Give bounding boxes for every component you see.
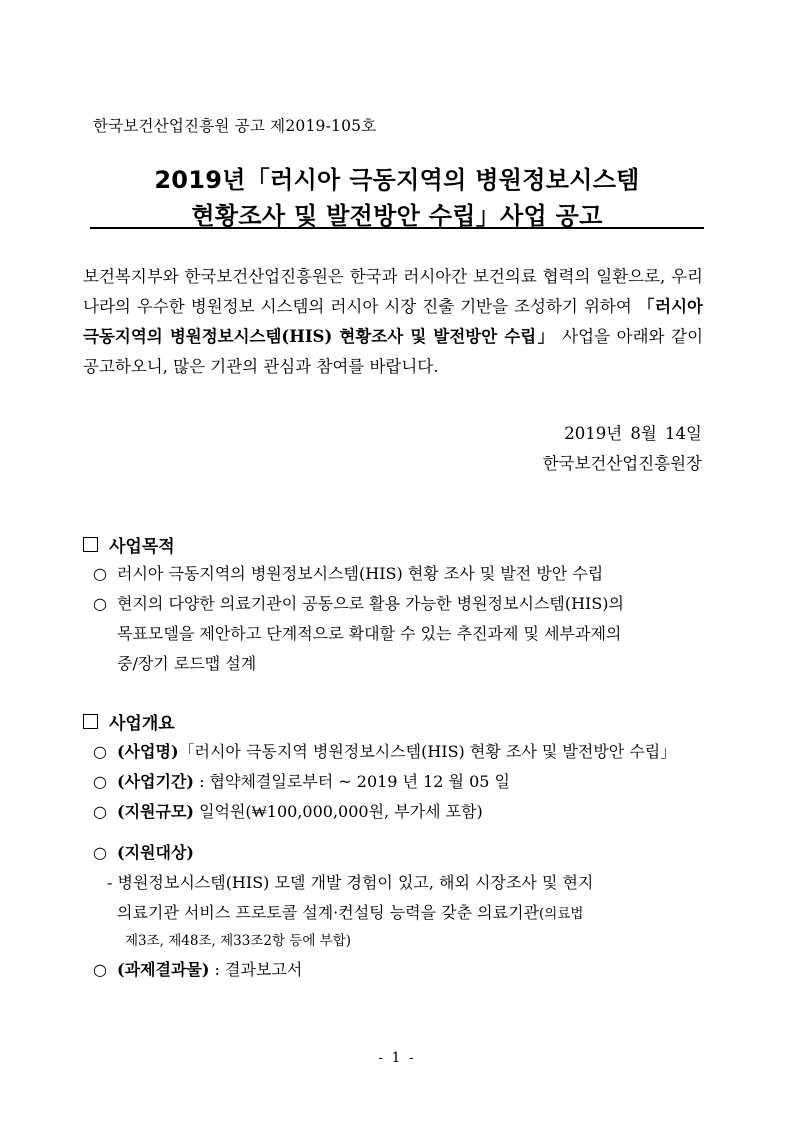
section-overview-heading (83, 709, 175, 734)
document-title-line1: 2019년「러시아 극동지역의 병원정보시스템 (154, 166, 640, 194)
checkbox-icon (83, 714, 98, 729)
circle-bullet-icon: ○ (93, 564, 107, 583)
intro-text-2: 사업을 아래와 같이 공고하오니, 많은 기관의 관심과 참여를 바랍니다. (83, 327, 704, 376)
project-period-label: (사업기간) (117, 772, 194, 791)
project-name-label: (사업명) (117, 742, 179, 761)
section-overview-title: 사업개요 (109, 714, 175, 734)
section-purpose-heading (83, 532, 175, 557)
purpose-item-1-text: 러시아 극동지역의 병원정보시스템(HIS) 현황 조사 및 발전 방안 수립 (117, 564, 604, 583)
section-purpose-title: 사업목적 (109, 537, 175, 557)
circle-bullet-icon: ○ (93, 802, 107, 821)
overview-project-period (93, 767, 705, 797)
purpose-item-2 (93, 589, 705, 619)
title-underline (90, 227, 704, 229)
project-name-value: 「러시아 극동지역 병원정보시스템(HIS) 현황 조사 및 발전방안 수립」 (178, 742, 677, 761)
dash-bullet: - (107, 873, 113, 892)
circle-bullet-icon: ○ (93, 843, 107, 862)
purpose-item-2-line2: 목표모델을 제안하고 단계적으로 확대할 수 있는 추진과제 및 세부과제의 (117, 624, 622, 643)
intro-paragraph (83, 262, 703, 382)
circle-bullet-icon: ○ (93, 594, 107, 613)
budget-label: (지원규모) (117, 802, 194, 821)
target-line1-text: 병원정보시스템(HIS) 모델 개발 경험이 있고, 해외 시장조사 및 현지 (117, 873, 594, 892)
result-label: (과제결과물) (117, 960, 210, 979)
checkbox-icon (83, 537, 98, 552)
issuer-name: 한국보건산업진흥원장 (542, 454, 702, 473)
target-label: (지원대상) (117, 843, 194, 862)
result-value: : 결과보고서 (214, 960, 303, 979)
circle-bullet-icon: ○ (93, 960, 107, 979)
notice-number: 한국보건산업진흥원 공고 제2019-105호 (93, 117, 377, 135)
intro-text-1: 보건복지부와 한국보건산업진흥원은 한국과 러시아간 보건의료 협력의 일환으로, 우리나라의 우수한 병원정보 시스템의 러시아 시장 진출 기반을 조성하기 위하여 (83, 267, 703, 316)
project-period-value: : 협약체결일로부터 ~ 2019 년 12 월 05 일 (199, 772, 511, 791)
announcement-date: 2019년 8월 14일 (564, 424, 702, 443)
target-detail-line3: 제3조, 제48조, 제33조2항 등에 부합) (125, 933, 351, 949)
target-detail-line1 (107, 868, 707, 898)
document-title-line2: 현황조사 및 발전방안 수립」사업 공고 (191, 202, 603, 230)
circle-bullet-icon: ○ (93, 742, 107, 761)
target-line2-small: (의료법 (539, 906, 584, 922)
circle-bullet-icon: ○ (93, 772, 107, 791)
purpose-item-2-line1: 현지의 다양한 의료기관이 공동으로 활용 가능한 병원정보시스템(HIS)의 (117, 594, 625, 613)
overview-budget (93, 797, 705, 827)
purpose-item-2-line3: 중/장기 로드맵 설계 (117, 654, 257, 673)
overview-result (93, 955, 705, 985)
target-line2-text: 의료기관 서비스 프로토콜 설계·컨설팅 능력을 갖춘 의료기관 (117, 903, 540, 922)
overview-project-name (93, 737, 705, 767)
budget-value: 일억원(₩100,000,000원, 부가세 포함) (199, 802, 483, 821)
target-detail-line2 (117, 898, 707, 929)
page-number: - 1 - (378, 1050, 416, 1066)
intro-project-name: 「러시아 극동지역의 병원정보시스템(HIS) 현황조사 및 발전방안 수립」 (83, 297, 703, 346)
purpose-item-1 (93, 559, 705, 589)
overview-target (93, 838, 705, 868)
